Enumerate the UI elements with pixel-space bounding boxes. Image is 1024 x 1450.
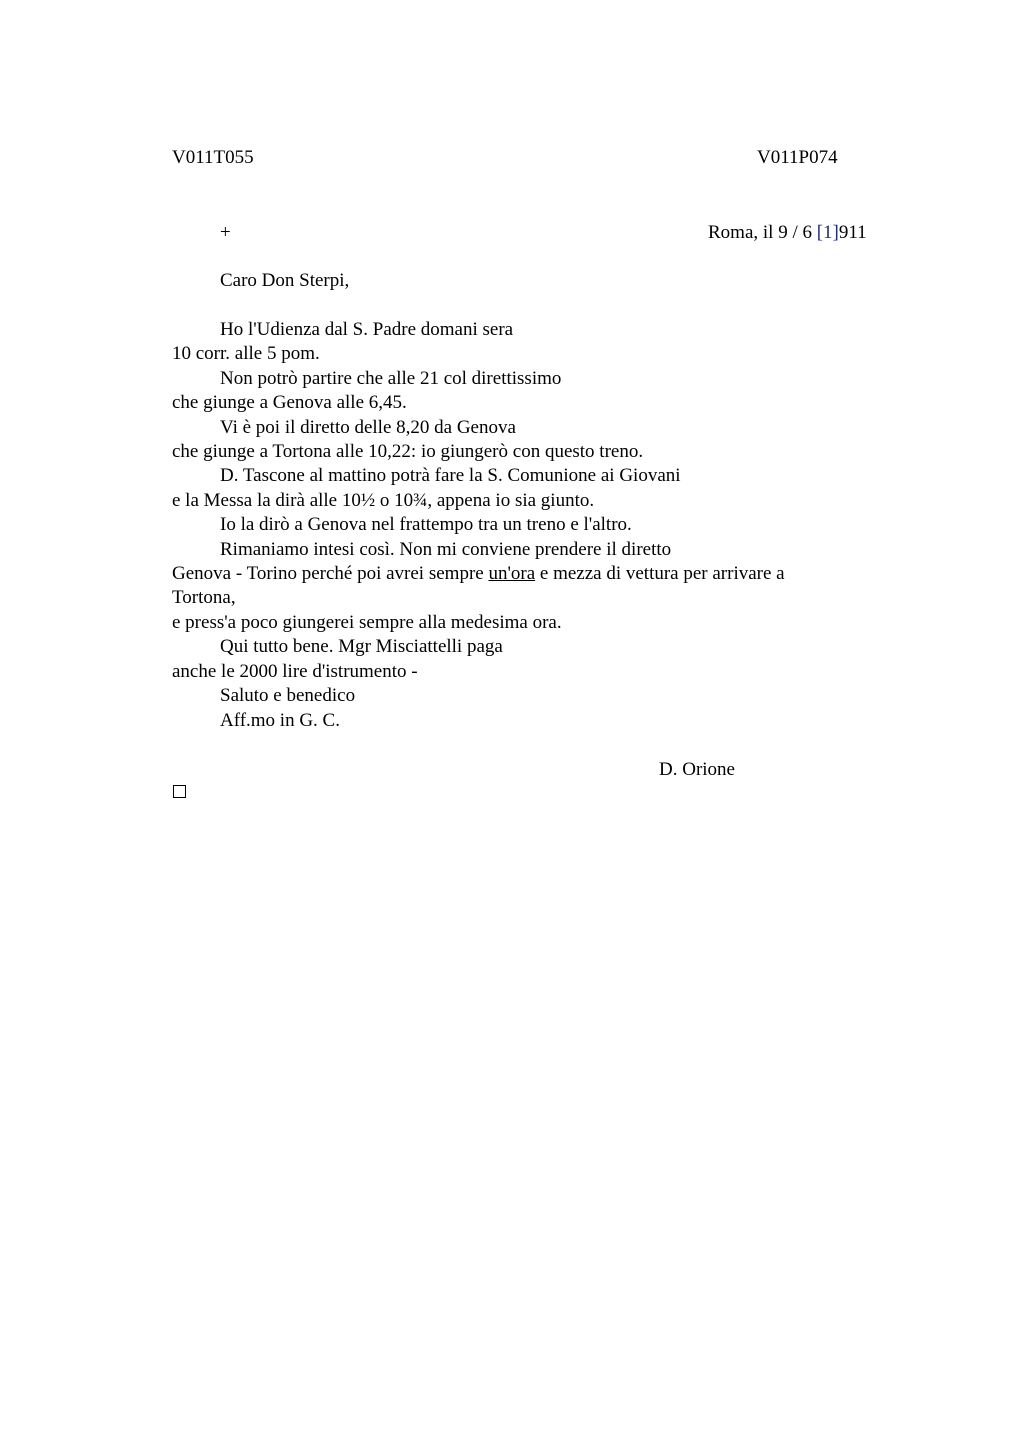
closing-line: Saluto e benedico [220,685,356,707]
dateline-text: Roma, il 9 / 6 [708,222,817,243]
body-line: 10 corr. alle 5 pom. [172,343,320,365]
dateline-editorial-bracket: [1] [816,222,839,243]
page-code-right: V011P074 [757,147,838,168]
letter-dateline [708,221,867,245]
body-line: Ho l'Udienza dal S. Padre domani sera [220,319,514,340]
cross-mark: + [220,222,231,243]
salutation: Caro Don Sterpi, [220,270,350,291]
signature: D. Orione [659,759,735,780]
body-line: che giunge a Genova alle 6,45. [172,392,407,414]
body-line-text: e mezza di vettura per arrivare a [535,563,785,585]
body-line [172,562,872,586]
closing-line: Aff.mo in G. C. [220,709,340,731]
body-line-text: Genova - Torino perché poi avrei sempre [172,563,489,585]
body-line: Io la dirò a Genova nel frattempo tra un treno e l'altro. [220,514,632,536]
body-line: Qui tutto bene. Mgr Misciattelli paga [220,636,503,658]
body-line: Tortona, [172,587,236,609]
body-line: anche le 2000 lire d'istrumento - [172,660,418,682]
body-line: Vi è poi il diretto delle 8,20 da Genova [220,416,516,438]
body-line: e press'a poco giungerei sempre alla medesima ora. [172,611,562,633]
document-code-left: V011T055 [172,147,254,168]
end-of-document-square-icon [173,785,186,798]
body-line: Rimaniamo intesi così. Non mi conviene prendere il diretto [220,538,672,560]
body-line: Non potrò partire che alle 21 col direttissimo [220,367,562,389]
underlined-word: un'ora [488,563,536,585]
body-line: e la Messa la dirà alle 10½ o 10¾, appena io sia giunto. [172,489,595,511]
letter-body [172,318,872,733]
body-line: che giunge a Tortona alle 10,22: io giungerò con questo treno. [172,441,644,463]
dateline-year-suffix: 911 [838,222,867,243]
body-line: D. Tascone al mattino potrà fare la S. Comunione ai Giovani [220,465,681,487]
